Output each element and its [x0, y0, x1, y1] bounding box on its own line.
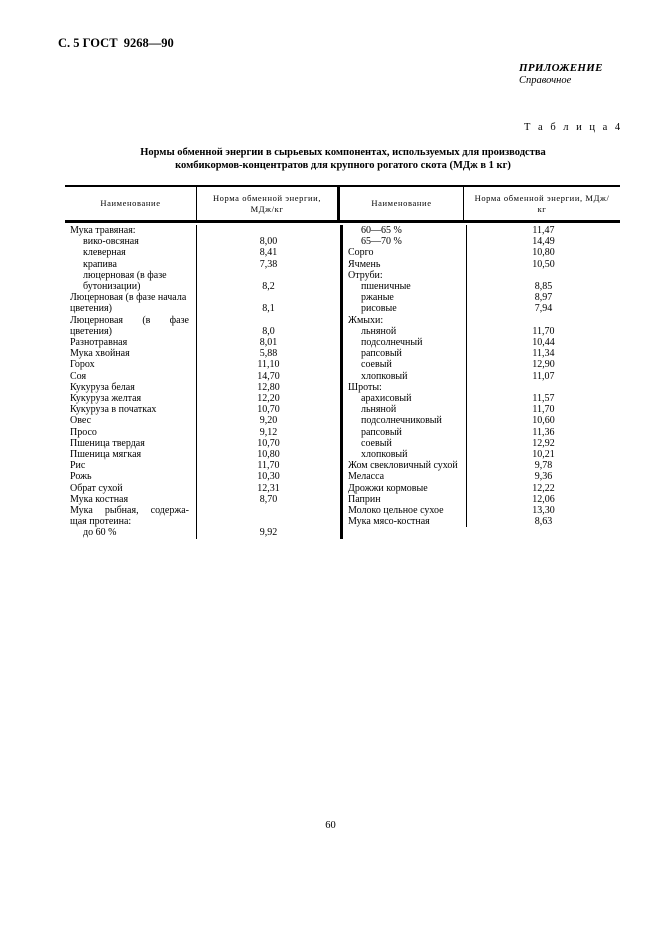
row-value: 14,70	[257, 370, 280, 382]
row-value: 14,49	[532, 236, 555, 248]
row-value: 11,70	[532, 404, 555, 416]
row-name: люцерновая (в фазе	[65, 270, 197, 281]
table-row	[65, 460, 340, 471]
row-value: 8,41	[259, 247, 278, 259]
table-row	[343, 382, 620, 393]
row-name: Пшеница мягкая	[65, 449, 197, 460]
row-value: 7,38	[259, 258, 278, 270]
row-value	[197, 292, 340, 303]
row-name: рапсовый	[343, 427, 467, 438]
table-title-line2: комбикормов-концентратов для крупного рогатого скота (МДж в 1 кг)	[175, 160, 511, 171]
row-value: 12,31	[257, 482, 280, 494]
table-row	[343, 270, 620, 281]
table-row	[343, 393, 620, 404]
table-row	[343, 348, 620, 359]
row-name: Соя	[65, 371, 197, 382]
row-value: 7,94	[534, 303, 553, 315]
row-name: Рожь	[65, 471, 197, 482]
row-name: ржаные	[343, 292, 467, 303]
row-name: Кукуруза в початках	[65, 404, 197, 415]
row-value: 11,10	[257, 359, 280, 371]
row-name: Мука травяная:	[65, 225, 197, 236]
table-row	[65, 393, 340, 404]
table-row	[343, 359, 620, 370]
row-name: 65—70 %	[343, 236, 467, 247]
page-number: 60	[325, 820, 336, 831]
table-row	[343, 371, 620, 382]
row-value: 8,00	[259, 236, 278, 248]
row-name: соевый	[343, 438, 467, 449]
table-row	[65, 326, 340, 337]
row-value	[197, 505, 340, 516]
row-value: 10,44	[532, 337, 555, 349]
row-name: Жмыхи:	[343, 315, 467, 326]
table-row	[343, 259, 620, 270]
row-value: 13,30	[532, 505, 555, 517]
row-value	[197, 225, 340, 236]
table-row	[343, 427, 620, 438]
row-value: 10,80	[257, 449, 280, 461]
row-value: 11,34	[532, 348, 555, 360]
row-name: хлопковый	[343, 371, 467, 382]
table-row	[65, 438, 340, 449]
row-name: 60—65 %	[343, 225, 467, 236]
row-value: 10,30	[257, 471, 280, 483]
annex-label: ПРИЛОЖЕНИЕ	[519, 62, 603, 74]
row-value: 8,63	[534, 516, 553, 528]
table-row	[343, 494, 620, 505]
row-value: 8,70	[259, 493, 278, 505]
table-row	[65, 415, 340, 426]
row-name: Кукуруза белая	[65, 382, 197, 393]
row-name: Пшеница твердая	[65, 438, 197, 449]
row-value: 8,0	[262, 325, 275, 337]
row-name: Рис	[65, 460, 197, 471]
row-name: крапива	[65, 259, 197, 270]
row-value: 12,90	[532, 359, 555, 371]
table-row	[343, 303, 620, 314]
row-name: рисовые	[343, 303, 467, 314]
row-name: рапсовый	[343, 348, 467, 359]
table-row	[65, 303, 340, 314]
table-row	[65, 494, 340, 505]
table-row	[65, 483, 340, 494]
row-name: Просо	[65, 427, 197, 438]
row-value: 9,12	[259, 426, 278, 438]
row-name: льняной	[343, 404, 467, 415]
table-row	[65, 225, 340, 236]
row-name: Овес	[65, 415, 197, 426]
table-row	[343, 247, 620, 258]
table-row	[343, 315, 620, 326]
header-cell-value-left: Норма обменной энергии, МДж/кг	[197, 187, 340, 220]
header-cell-value-right: Норма обменной энергии, МДж/кг	[474, 193, 610, 214]
doc-header: С. 5 ГОСТ 9268—90	[58, 36, 174, 50]
table-row	[65, 427, 340, 438]
row-value: 8,85	[534, 281, 553, 293]
row-value: 11,70	[257, 460, 280, 472]
data-table	[65, 185, 620, 539]
row-value: 11,47	[532, 225, 555, 236]
table-row	[65, 382, 340, 393]
row-name: цветения)	[65, 326, 197, 337]
row-name: Горох	[65, 359, 197, 370]
row-name: Разнотравная	[65, 337, 197, 348]
row-value	[197, 315, 340, 326]
row-name: Люцерновая (в фазе	[65, 315, 197, 326]
row-name: Мука хвойная	[65, 348, 197, 359]
row-name: клеверная	[65, 247, 197, 258]
row-name: подсолнечниковый	[343, 415, 467, 426]
row-name: бутонизации)	[65, 281, 197, 292]
row-value: 10,21	[532, 449, 555, 461]
row-name: пшеничные	[343, 281, 467, 292]
row-value: 8,1	[262, 303, 275, 315]
row-name: льняной	[343, 326, 467, 337]
table-row	[65, 527, 340, 538]
row-name: Сорго	[343, 247, 467, 258]
table-row	[65, 371, 340, 382]
row-value: 10,70	[257, 404, 280, 416]
row-value: 10,50	[532, 258, 555, 270]
row-value: 8,97	[534, 292, 553, 304]
row-name: вико-овсяная	[65, 236, 197, 247]
row-name: щая протеина:	[65, 516, 197, 527]
table-row	[65, 315, 340, 326]
row-name: Ячмень	[343, 259, 467, 270]
table-body	[65, 223, 620, 539]
table-row	[65, 292, 340, 303]
table-left-half	[65, 225, 340, 539]
row-name: до 60 %	[65, 527, 197, 538]
table-row	[65, 247, 340, 258]
row-value: 9,20	[259, 415, 278, 427]
table-row	[343, 438, 620, 449]
table-row	[343, 483, 620, 494]
row-name: Паприн	[343, 494, 467, 505]
table-label: Т а б л и ц а 4	[524, 122, 623, 133]
table-row	[65, 281, 340, 292]
row-value: 12,80	[257, 381, 280, 393]
header-cell-name-right: Наименование	[340, 187, 464, 220]
table-row	[343, 471, 620, 482]
table-row	[343, 292, 620, 303]
row-value: 11,36	[532, 426, 555, 438]
header-cell-name-left: Наименование	[65, 187, 197, 220]
row-value: 9,92	[259, 527, 278, 539]
row-name: Мука костная	[65, 494, 197, 505]
table-row	[343, 516, 620, 527]
table-row	[65, 516, 340, 527]
row-name: Кукуруза желтая	[65, 393, 197, 404]
row-value: 12,06	[532, 493, 555, 505]
row-value: 11,07	[532, 370, 555, 382]
row-value	[197, 516, 340, 527]
row-value	[467, 382, 620, 393]
row-value: 12,92	[532, 437, 555, 449]
row-value: 10,60	[532, 415, 555, 427]
table-row	[65, 270, 340, 281]
table-row	[343, 337, 620, 348]
table-row	[343, 415, 620, 426]
row-name: арахисовый	[343, 393, 467, 404]
row-name: Шроты:	[343, 382, 467, 393]
row-name: Молоко цельное сухое	[343, 505, 467, 516]
row-name: Мука рыбная, содержа-	[65, 505, 197, 516]
table-title-line1: Нормы обменной энергии в сырьевых компонентах, используемых для производства	[140, 147, 546, 158]
row-value: 9,78	[534, 460, 553, 472]
table-row	[343, 404, 620, 415]
table-right-half	[340, 225, 620, 539]
annex-block	[519, 62, 603, 86]
row-name: Жом свекловичный сухой	[343, 460, 467, 471]
table-title	[53, 146, 633, 172]
table-row	[343, 281, 620, 292]
row-name: Люцерновая (в фазе начала	[65, 292, 197, 303]
row-name: хлопковый	[343, 449, 467, 460]
row-name: Обрат сухой	[65, 483, 197, 494]
row-name: соевый	[343, 359, 467, 370]
table-row	[343, 236, 620, 247]
row-name: Меласса	[343, 471, 467, 482]
row-value: 10,70	[257, 437, 280, 449]
table-row	[65, 449, 340, 460]
row-value: 8,01	[259, 337, 278, 349]
table-row	[343, 326, 620, 337]
row-value: 11,57	[532, 393, 555, 405]
row-value	[467, 270, 620, 281]
table-row	[343, 449, 620, 460]
row-name: цветения)	[65, 303, 197, 314]
table-row	[65, 471, 340, 482]
row-value	[467, 315, 620, 326]
row-value: 12,20	[257, 393, 280, 405]
row-value: 11,70	[532, 325, 555, 337]
table-row	[343, 460, 620, 471]
table-row	[65, 337, 340, 348]
row-value: 8,2	[262, 281, 275, 293]
row-name: Отруби:	[343, 270, 467, 281]
row-name: Дрожжи кормовые	[343, 483, 467, 494]
table-row	[343, 225, 620, 236]
table-row	[65, 404, 340, 415]
row-value: 9,36	[534, 471, 553, 483]
table-row	[65, 259, 340, 270]
table-row	[343, 505, 620, 516]
row-value: 5,88	[259, 348, 278, 360]
table-row	[65, 236, 340, 247]
table-row	[65, 359, 340, 370]
row-name: подсолнечный	[343, 337, 467, 348]
table-row	[65, 505, 340, 516]
row-value: 10,80	[532, 247, 555, 259]
table-header-row	[65, 185, 620, 223]
row-name: Мука мясо-костная	[343, 516, 467, 527]
row-value: 12,22	[532, 482, 555, 494]
row-value	[197, 270, 340, 281]
annex-type: Справочное	[519, 75, 572, 86]
table-row	[65, 348, 340, 359]
